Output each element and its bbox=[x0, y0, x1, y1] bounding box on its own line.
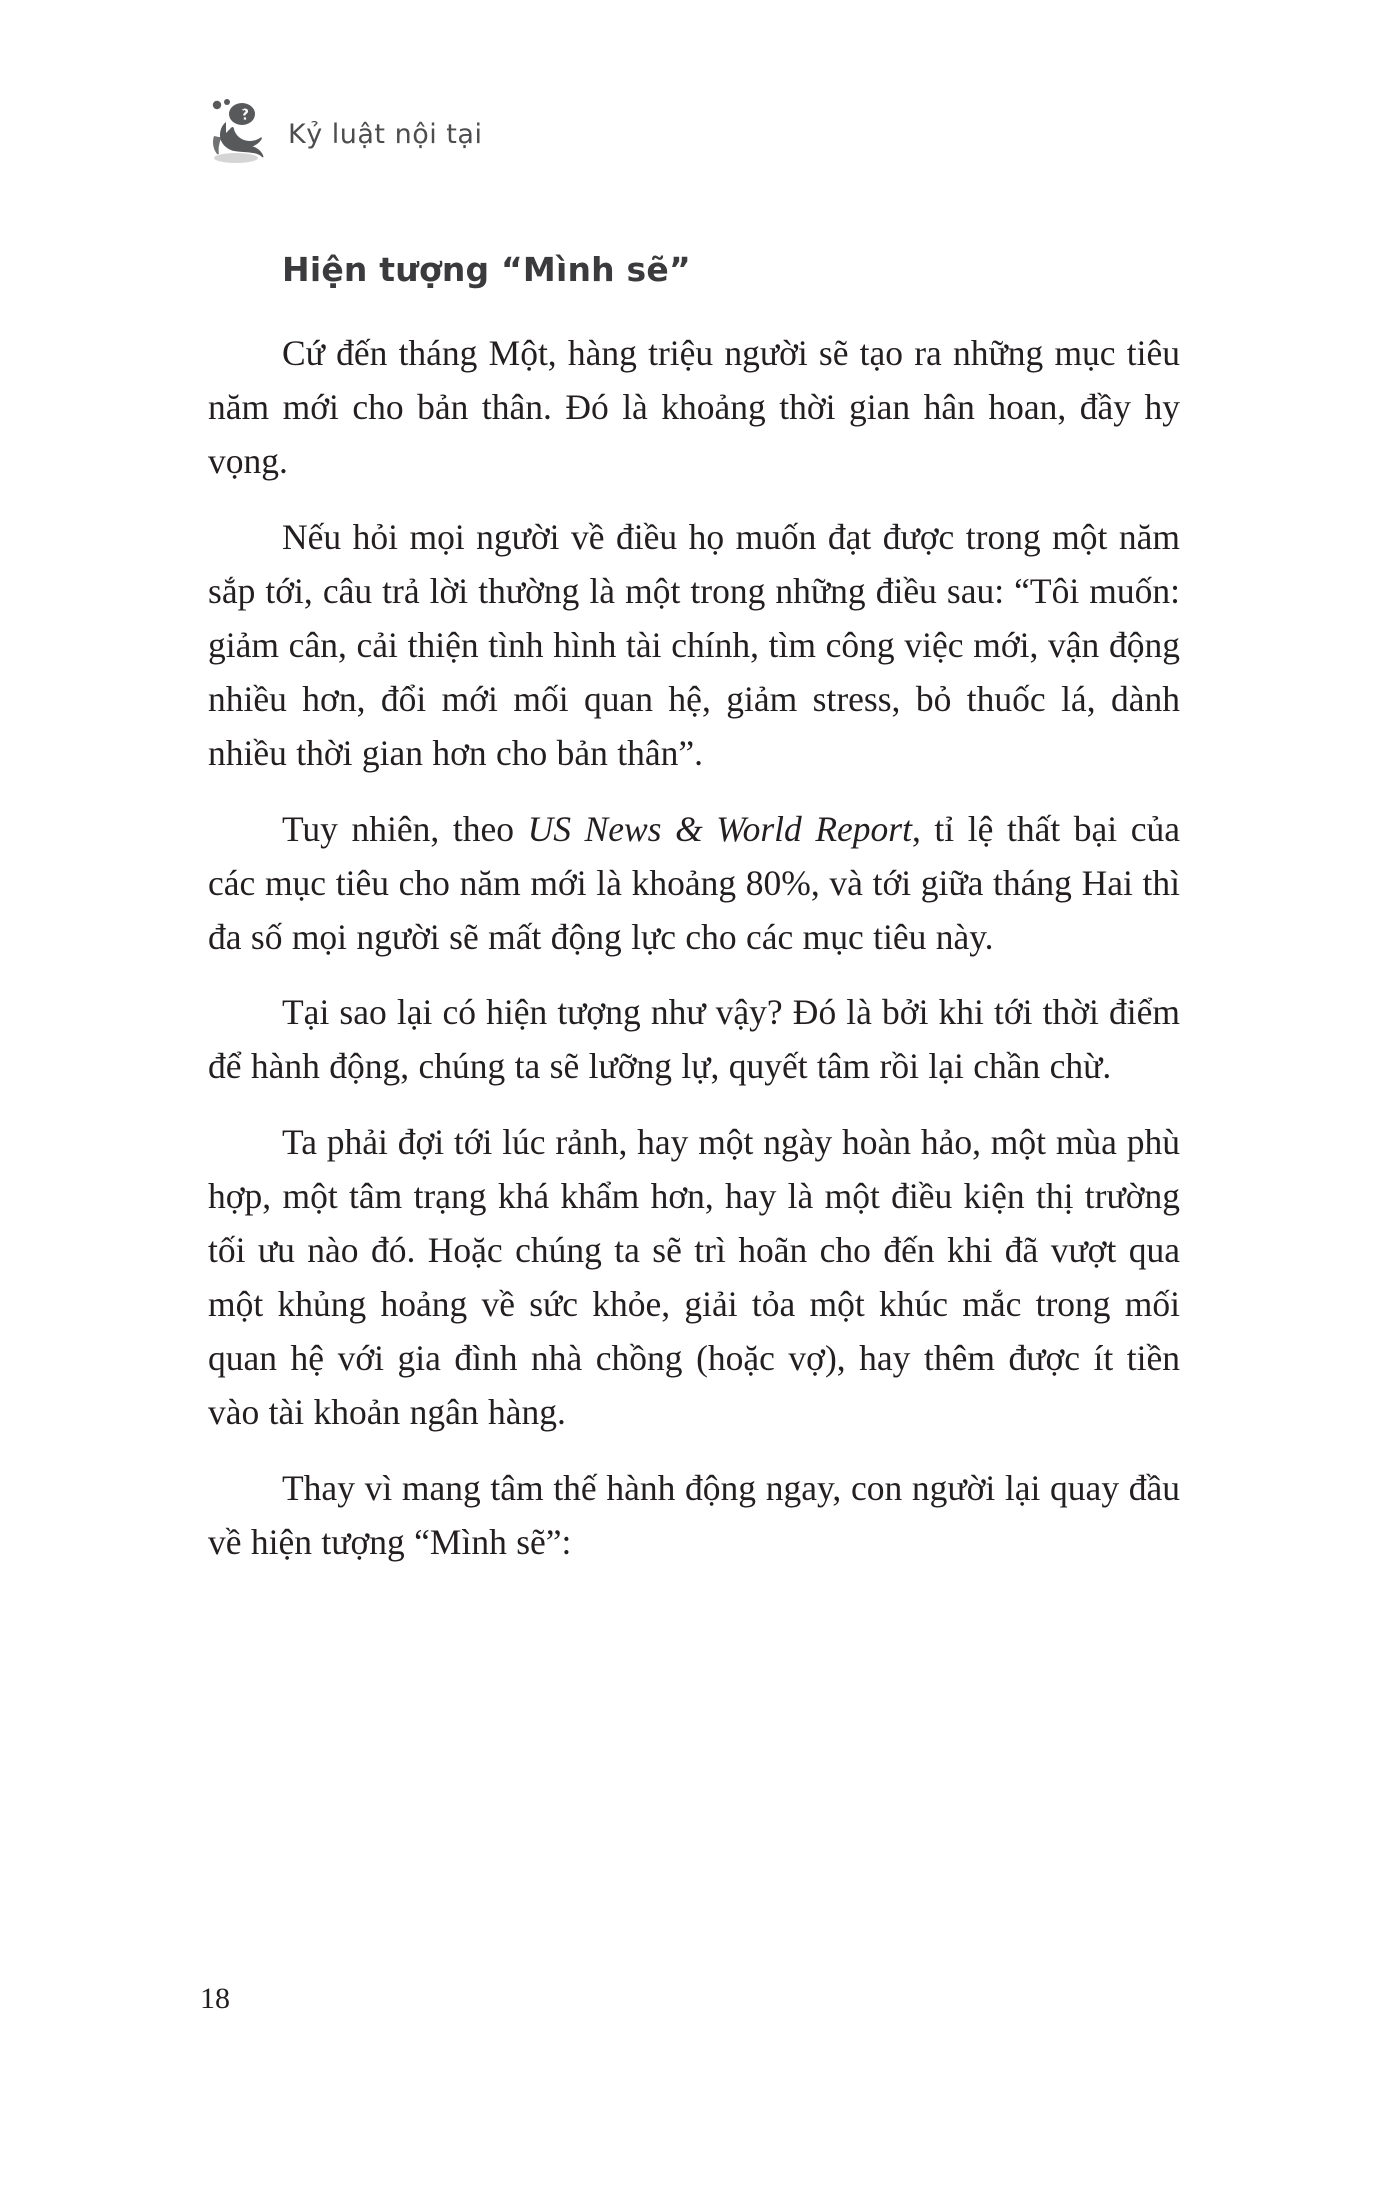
body-paragraph bbox=[208, 511, 1180, 781]
running-header-title: Kỷ luật nội tại bbox=[288, 118, 483, 150]
thinking-head-icon bbox=[196, 96, 272, 172]
page-number: 18 bbox=[200, 1982, 230, 2015]
body-paragraph bbox=[208, 327, 1180, 489]
body-paragraph bbox=[208, 1116, 1180, 1440]
running-header bbox=[196, 96, 482, 172]
paragraph-list bbox=[208, 327, 1180, 1570]
text-run: Ta phải đợi tới lúc rảnh, hay một ngày hoàn hảo, một mùa phù hợp, một tâm trạng khá khẩm hơn, hay là một điều kiện thị trường tối ưu nào đó. Hoặc chúng ta sẽ trì hoãn cho đến khi đã vượt qua một khủng hoảng về sức khỏe, giải tỏa một khúc mắc trong mối quan hệ với gia đình nhà chồng (hoặc vợ), hay thêm được ít tiền vào tài khoản ngân hàng. bbox=[208, 1122, 1180, 1433]
text-run: Tại sao lại có hiện tượng như vậy? Đó là bởi khi tới thời điểm để hành động, chúng ta sẽ lưỡng lự, quyết tâm rồi lại chần chừ. bbox=[208, 992, 1180, 1087]
section-title: Hiện tượng “Mình sẽ” bbox=[282, 250, 691, 289]
text-run: Tuy nhiên, theo bbox=[282, 808, 528, 849]
text-run: Cứ đến tháng Một, hàng triệu người sẽ tạo ra những mục tiêu năm mới cho bản thân. Đó là khoảng thời gian hân hoan, đầy hy vọng. bbox=[208, 333, 1180, 481]
text-run: Nếu hỏi mọi người về điều họ muốn đạt được trong một năm sắp tới, câu trả lời thường là một trong những điều sau: “Tôi muốn: giảm cân, cải thiện tình hình tài chính, tìm công việc mới, vận động nhiều hơn, đổi mới mối quan hệ, giảm stress, bỏ thuốc lá, dành nhiều thời gian hơn cho bản thân”. bbox=[208, 516, 1180, 773]
body-paragraph bbox=[208, 803, 1180, 965]
page-body bbox=[208, 250, 1180, 1570]
text-run: Thay vì mang tâm thế hành động ngay, con người lại quay đầu về hiện tượng “Mình sẽ”: bbox=[208, 1468, 1180, 1563]
body-paragraph bbox=[208, 1462, 1180, 1570]
body-paragraph bbox=[208, 986, 1180, 1094]
text-run: , tỉ lệ thất bại của các mục tiêu cho năm mới là khoảng 80%, và tới giữa tháng Hai thì đa số mọi người sẽ mất động lực cho các mục tiêu này. bbox=[208, 808, 1180, 957]
cited-source: US News & World Report bbox=[527, 808, 912, 849]
